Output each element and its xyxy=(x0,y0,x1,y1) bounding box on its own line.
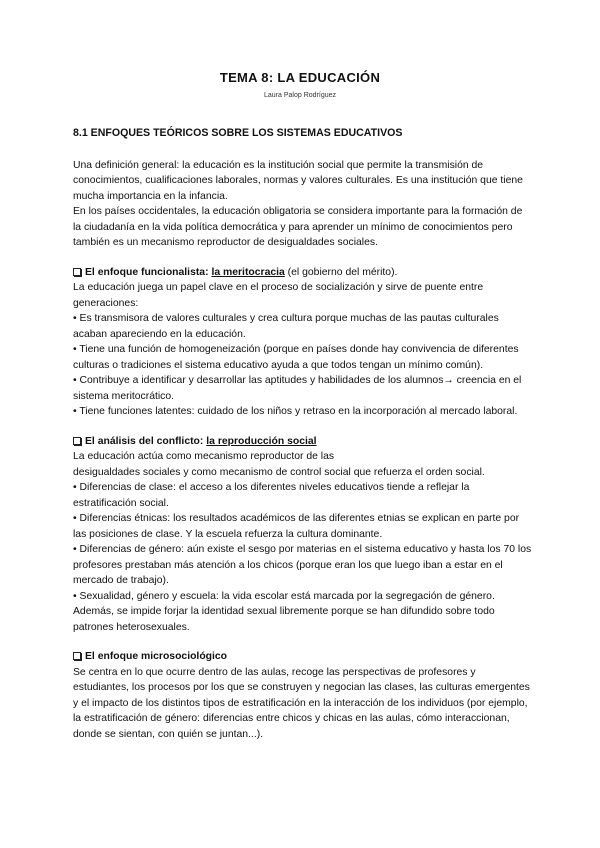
functionalist-paragraph: La educación juega un papel clave en el proceso de socialización y sirve de puente entre generaciones: xyxy=(73,282,484,309)
conflict-heading: El análisis del conflicto: la reproducción social xyxy=(73,434,533,450)
microsociological-paragraph: Se centra en lo que ocurre dentro de las aulas, recoge las perspectivas de profesores y estudiantes, los procesos por los que se construyen y negocian las clases, las culturas emergentes y el impacto de los distintos tipos de estratificación en la interacción de los individuos (por ejemplo, la estratificación de género: diferencias entre chicos y chicas en las aulas, cómo interaccionan, donde se sientan, con quién se juntan...). xyxy=(73,666,530,740)
microsociological-heading: El enfoque microsociológico xyxy=(73,649,533,665)
conflict-paragraph-line-2: desigualdades sociales y como mecanismo de control social que refuerza el orden social. xyxy=(73,466,485,478)
conflict-bullet-3: • Diferencias de género: aún existe el sesgo por materias en el sistema educativo y hasta los 70 los profesores prestaban más atención a los chicos (porque eran los que luego iban a estar en el mercado de trabajo). xyxy=(73,544,532,586)
conflict-bullet-1: • Diferencias de clase: el acceso a los diferentes niveles educativos tiende a reflejar la estratificación social. xyxy=(73,482,470,509)
section-title: 8.1 ENFOQUES TEÓRICOS SOBRE LOS SISTEMAS EDUCATIVOS xyxy=(73,127,403,139)
intro-paragraph-2: En los países occidentales, la educación obligatoria se considera importante para la formación de la ciudadanía en la vida política democrática y para aprender un mínimo de conocimientos pero también es un mecanismo reproductor de desigualdades sociales. xyxy=(73,206,523,248)
functionalist-bullet-2: • Tiene una función de homogeneización (porque en países donde hay convivencia de diferentes culturas o tradiciones el sistema educativo ayuda a que todos tengan un mínimo común). xyxy=(73,344,519,371)
meritocracy-term: la meritocracia xyxy=(211,266,285,278)
social-reproduction-term: la reproducción social xyxy=(206,435,317,447)
functionalist-heading: El enfoque funcionalista: la meritocracia (el gobierno del mérito). xyxy=(73,265,533,281)
conflict-bullet-4: • Sexualidad, género y escuela: la vida escolar está marcada por la segregación de género. Además, se impide forjar la identidad sexual libremente porque se han difundido sobre todo patrones heterosexuales. xyxy=(73,590,495,633)
page-title: TEMA 8: LA EDUCACIÓN xyxy=(219,70,381,85)
checkbox-bullet-icon xyxy=(73,652,81,660)
functionalist-bullet-4: • Tiene funciones latentes: cuidado de los niños y retraso en la incorporación al mercado laboral. xyxy=(73,406,518,417)
author-name: Laura Palop Rodríguez xyxy=(264,92,336,99)
checkbox-bullet-icon xyxy=(73,437,81,445)
conflict-bullet-2: • Diferencias étnicas: los resultados académicos de las diferentes etnias se explican en parte por las posiciones de clase. Y la escuela refuerza la cultura dominante. xyxy=(73,513,520,540)
conflict-paragraph-line-1: La educación actúa como mecanismo reproductor de las xyxy=(73,451,335,462)
functionalist-bullet-3: • Contribuye a identificar y desarrollar las aptitudes y habilidades de los alumnos→ creencia en el sistema meritocrático. xyxy=(73,375,522,402)
functionalist-bullet-1: • Es transmisora de valores culturales y crea cultura porque muchas de las pautas culturales acaban apareciendo en la educación. xyxy=(73,313,499,340)
document-body xyxy=(73,126,533,742)
intro-paragraph-1: Una definición general: la educación es la institución social que permite la transmisión de conocimientos, cualificaciones laborales, normas y valores culturales. Es una institución que tiene mucha importancia en la infancia. xyxy=(73,159,523,202)
checkbox-bullet-icon xyxy=(73,268,81,276)
